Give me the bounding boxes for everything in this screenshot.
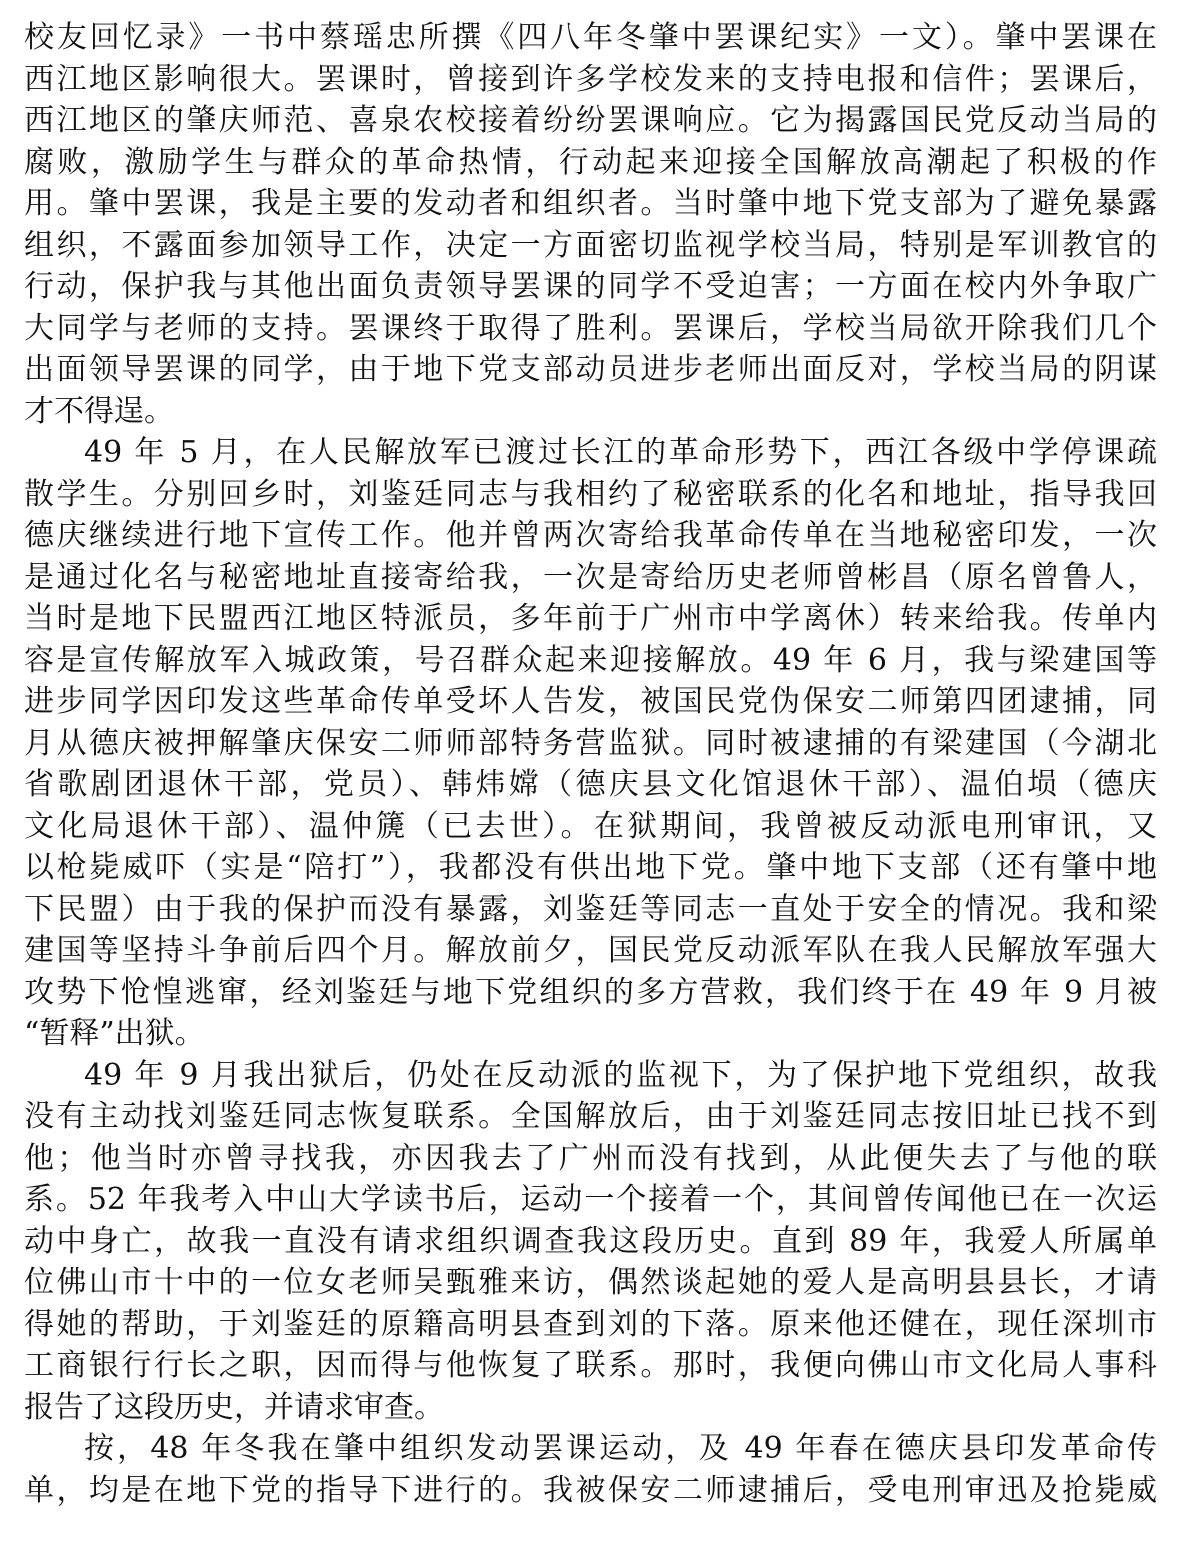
text-line: 系。52 年我考入中山大学读书后，运动一个接着一个，其间曾传闻他已在一次运: [24, 1182, 1157, 1217]
text-line: 得她的帮助，于刘鉴廷的原籍高明县查到刘的下落。原来他还健在，现任深圳市: [24, 1306, 1157, 1342]
text-line: 西江地区影响很大。罢课时，曾接到许多学校发来的支持电报和信件；罢课后，: [24, 61, 1157, 97]
text-line: 工商银行行长之职，因而得与他恢复了联系。那时，我便向佛山市文化局人事科: [24, 1348, 1157, 1383]
text-line: 是通过化名与秘密地址直接寄给我，一次是寄给历史老师曾彬昌（原名曾鲁人，: [24, 559, 1157, 595]
text-line: “暂释”出狱。: [24, 1016, 205, 1051]
text-line: 大同学与老师的支持。罢课终于取得了胜利。罢课后，学校当局欲开除我们几个: [24, 310, 1157, 346]
text-line: 才不得逞。: [24, 393, 174, 429]
text-line: 出面领导罢课的同学，由于地下党支部动员进步老师出面反对，学校当局的阴谋: [24, 352, 1157, 387]
text-line: 攻势下怆惶逃窜，经刘鉴廷与地下党组织的多方营救，我们终于在 49 年 9 月被: [24, 974, 1157, 1010]
text-line: 单，均是在地下党的指导下进行的。我被保安二师逮捕后，受电刑审迅及抢毙威: [24, 1472, 1157, 1508]
text-line: 报告了这段历史，并请求审查。: [24, 1389, 444, 1425]
text-line: 散学生。分别回乡时，刘鉴廷同志与我相约了秘密联系的化名和地址，指导我回: [24, 476, 1157, 512]
text-line: 49 年 9 月我出狱后，仍处在反动派的监视下，为了保护地下党组织，故我: [84, 1057, 1157, 1093]
text-line: 他；他当时亦曾寻找我，亦因我去了广州而没有找到，从此便失去了与他的联: [24, 1140, 1157, 1176]
text-line: 49 年 5 月，在人民解放军已渡过长江的革命形势下，西江各级中学停课疏: [84, 435, 1157, 470]
text-line: 按，48 年冬我在肇中组织发动罢课运动，及 49 年春在德庆县印发革命传: [84, 1431, 1157, 1466]
text-line: 容是宣传解放军入城政策，号召群众起来迎接解放。49 年 6 月，我与梁建国等: [24, 642, 1157, 678]
text-line: 校友回忆录》一书中蔡瑶忠所撰《四八年冬肇中罢课纪实》一文）。肇中罢课在: [24, 20, 1157, 55]
text-line: 用。肇中罢课，我是主要的发动者和组织者。当时肇中地下党支部为了避免暴露: [24, 186, 1157, 221]
text-line: 下民盟）由于我的保护而没有暴露，刘鉴廷等同志一直处于安全的情况。我和梁: [24, 891, 1157, 927]
text-line: 省歌剧团退休干部，党员）、韩炜嫦（德庆县文化馆退休干部）、温伯埙（德庆: [24, 767, 1157, 802]
text-line: 以枪毙威吓（实是“陪打”），我都没有供出地下党。肇中地下支部（还有肇中地: [24, 850, 1157, 885]
text-line: 文化局退休干部）、温仲篪（已去世）。在狱期间，我曾被反动派电刑审讯，又: [24, 808, 1157, 844]
text-line: 进步同学因印发这些革命传单受坏人告发，被国民党伪保安二师第四团逮捕，同: [24, 684, 1157, 719]
text-line: 没有主动找刘鉴廷同志恢复联系。全国解放后，由于刘鉴廷同志按旧址已找不到: [24, 1099, 1157, 1134]
text-line: 月从德庆被押解肇庆保安二师师部特务营监狱。同时被逮捕的有梁建国（今湖北: [24, 725, 1157, 761]
text-line: 西江地区的肇庆师范、喜泉农校接着纷纷罢课响应。它为揭露国民党反动当局的: [24, 103, 1157, 138]
text-line: 位佛山市十中的一位女老师吴甄雅来访，偶然谈起她的爱人是高明县县长，才请: [24, 1265, 1157, 1300]
text-line: 动中身亡，故我一直没有请求组织调查我这段历史。直到 89 年，我爱人所属单: [24, 1223, 1157, 1259]
text-line: 腐败，激励学生与群众的革命热情，行动起来迎接全国解放高潮起了积极的作: [24, 144, 1157, 180]
text-line: 组织，不露面参加领导工作，决定一方面密切监视学校当局，特别是军训教官的: [24, 227, 1157, 263]
document-page: [24, 17, 1157, 1511]
text-line: 行动，保护我与其他出面负责领导罢课的同学不受迫害；一方面在校内外争取广: [24, 269, 1157, 304]
text-line: 当时是地下民盟西江地区特派员，多年前于广州市中学离休）转来给我。传单内: [24, 601, 1157, 636]
text-line: 建国等坚持斗争前后四个月。解放前夕，国民党反动派军队在我人民解放军强大: [24, 933, 1157, 968]
text-line: 德庆继续进行地下宣传工作。他并曾两次寄给我革命传单在当地秘密印发，一次: [24, 518, 1157, 553]
